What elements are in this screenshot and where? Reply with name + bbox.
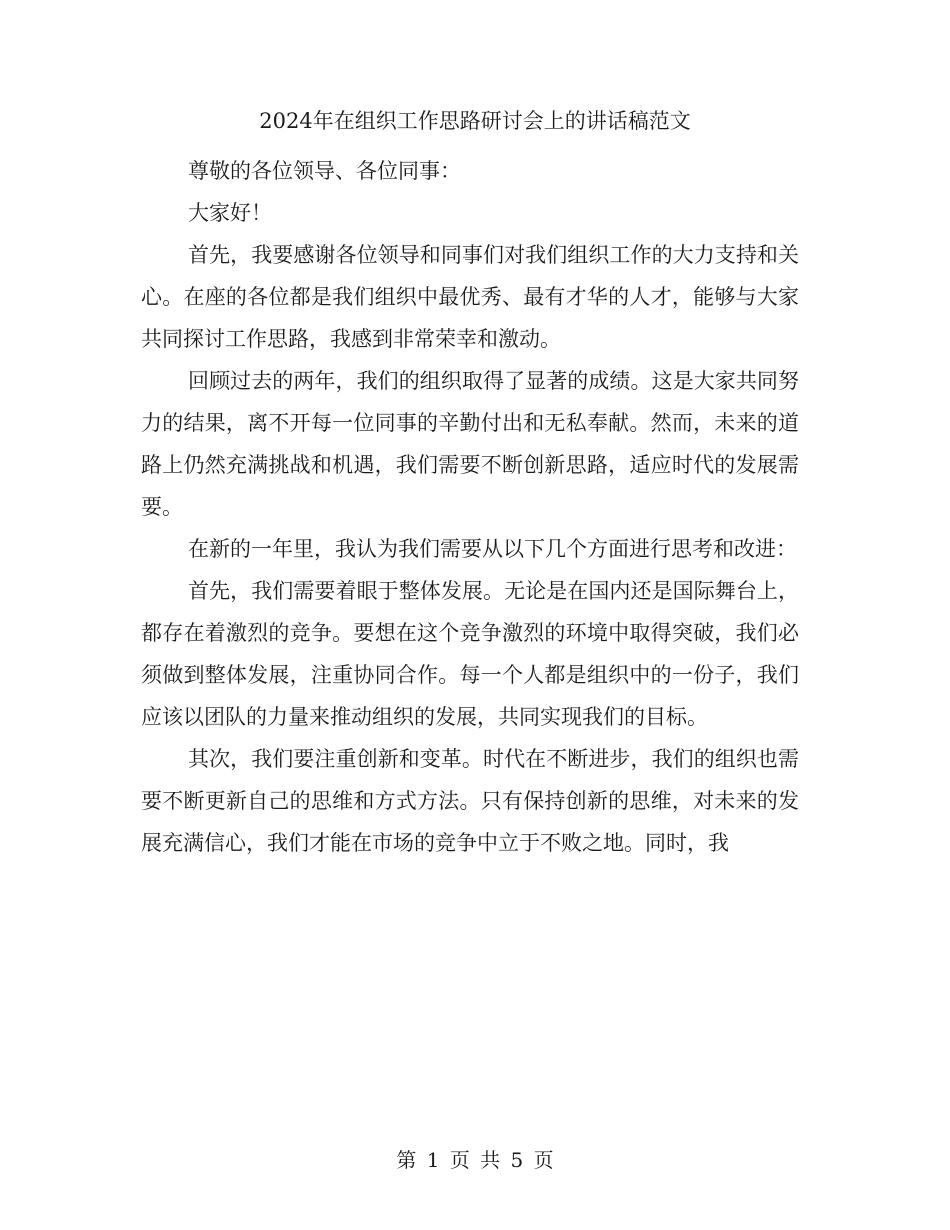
salutation: 尊敬的各位领导、各位同事： bbox=[188, 159, 461, 183]
page-footer: 第 1 页 共 5 页 bbox=[396, 1148, 554, 1172]
paragraph-intro-points: 在新的一年里，我认为我们需要从以下几个方面进行思考和改进： bbox=[188, 537, 797, 561]
paragraph-point-two: 其次，我们要注重创新和变革。时代在不断进步，我们的组织也需要不断更新自己的思维和方式方法。只有保持创新的思维，对未来的发展充满信心，我们才能在市场的竞争中立于不败之地。同时，我 bbox=[141, 747, 799, 855]
greeting: 大家好！ bbox=[188, 201, 272, 225]
document-title: 2024年在组织工作思路研讨会上的讲话稿范文 bbox=[259, 109, 691, 133]
paragraph-review: 回顾过去的两年，我们的组织取得了显著的成绩。这是大家共同努力的结果，离不开每一位同事的辛勤付出和无私奉献。然而，未来的道路上仍然充满挑战和机遇，我们需要不断创新思路，适应时代的发展需要。 bbox=[141, 369, 799, 519]
paragraph-thanks: 首先，我要感谢各位领导和同事们对我们组织工作的大力支持和关心。在座的各位都是我们组织中最优秀、最有才华的人才，能够与大家共同探讨工作思路，我感到非常荣幸和激动。 bbox=[141, 243, 799, 351]
paragraph-point-one: 首先，我们需要着眼于整体发展。无论是在国内还是国际舞台上，都存在着激烈的竞争。要想在这个竞争激烈的环境中取得突破，我们必须做到整体发展，注重协同合作。每一个人都是组织中的一份子，我们应该以团队的力量来推动组织的发展，共同实现我们的目标。 bbox=[141, 579, 799, 729]
document-body bbox=[141, 150, 799, 864]
